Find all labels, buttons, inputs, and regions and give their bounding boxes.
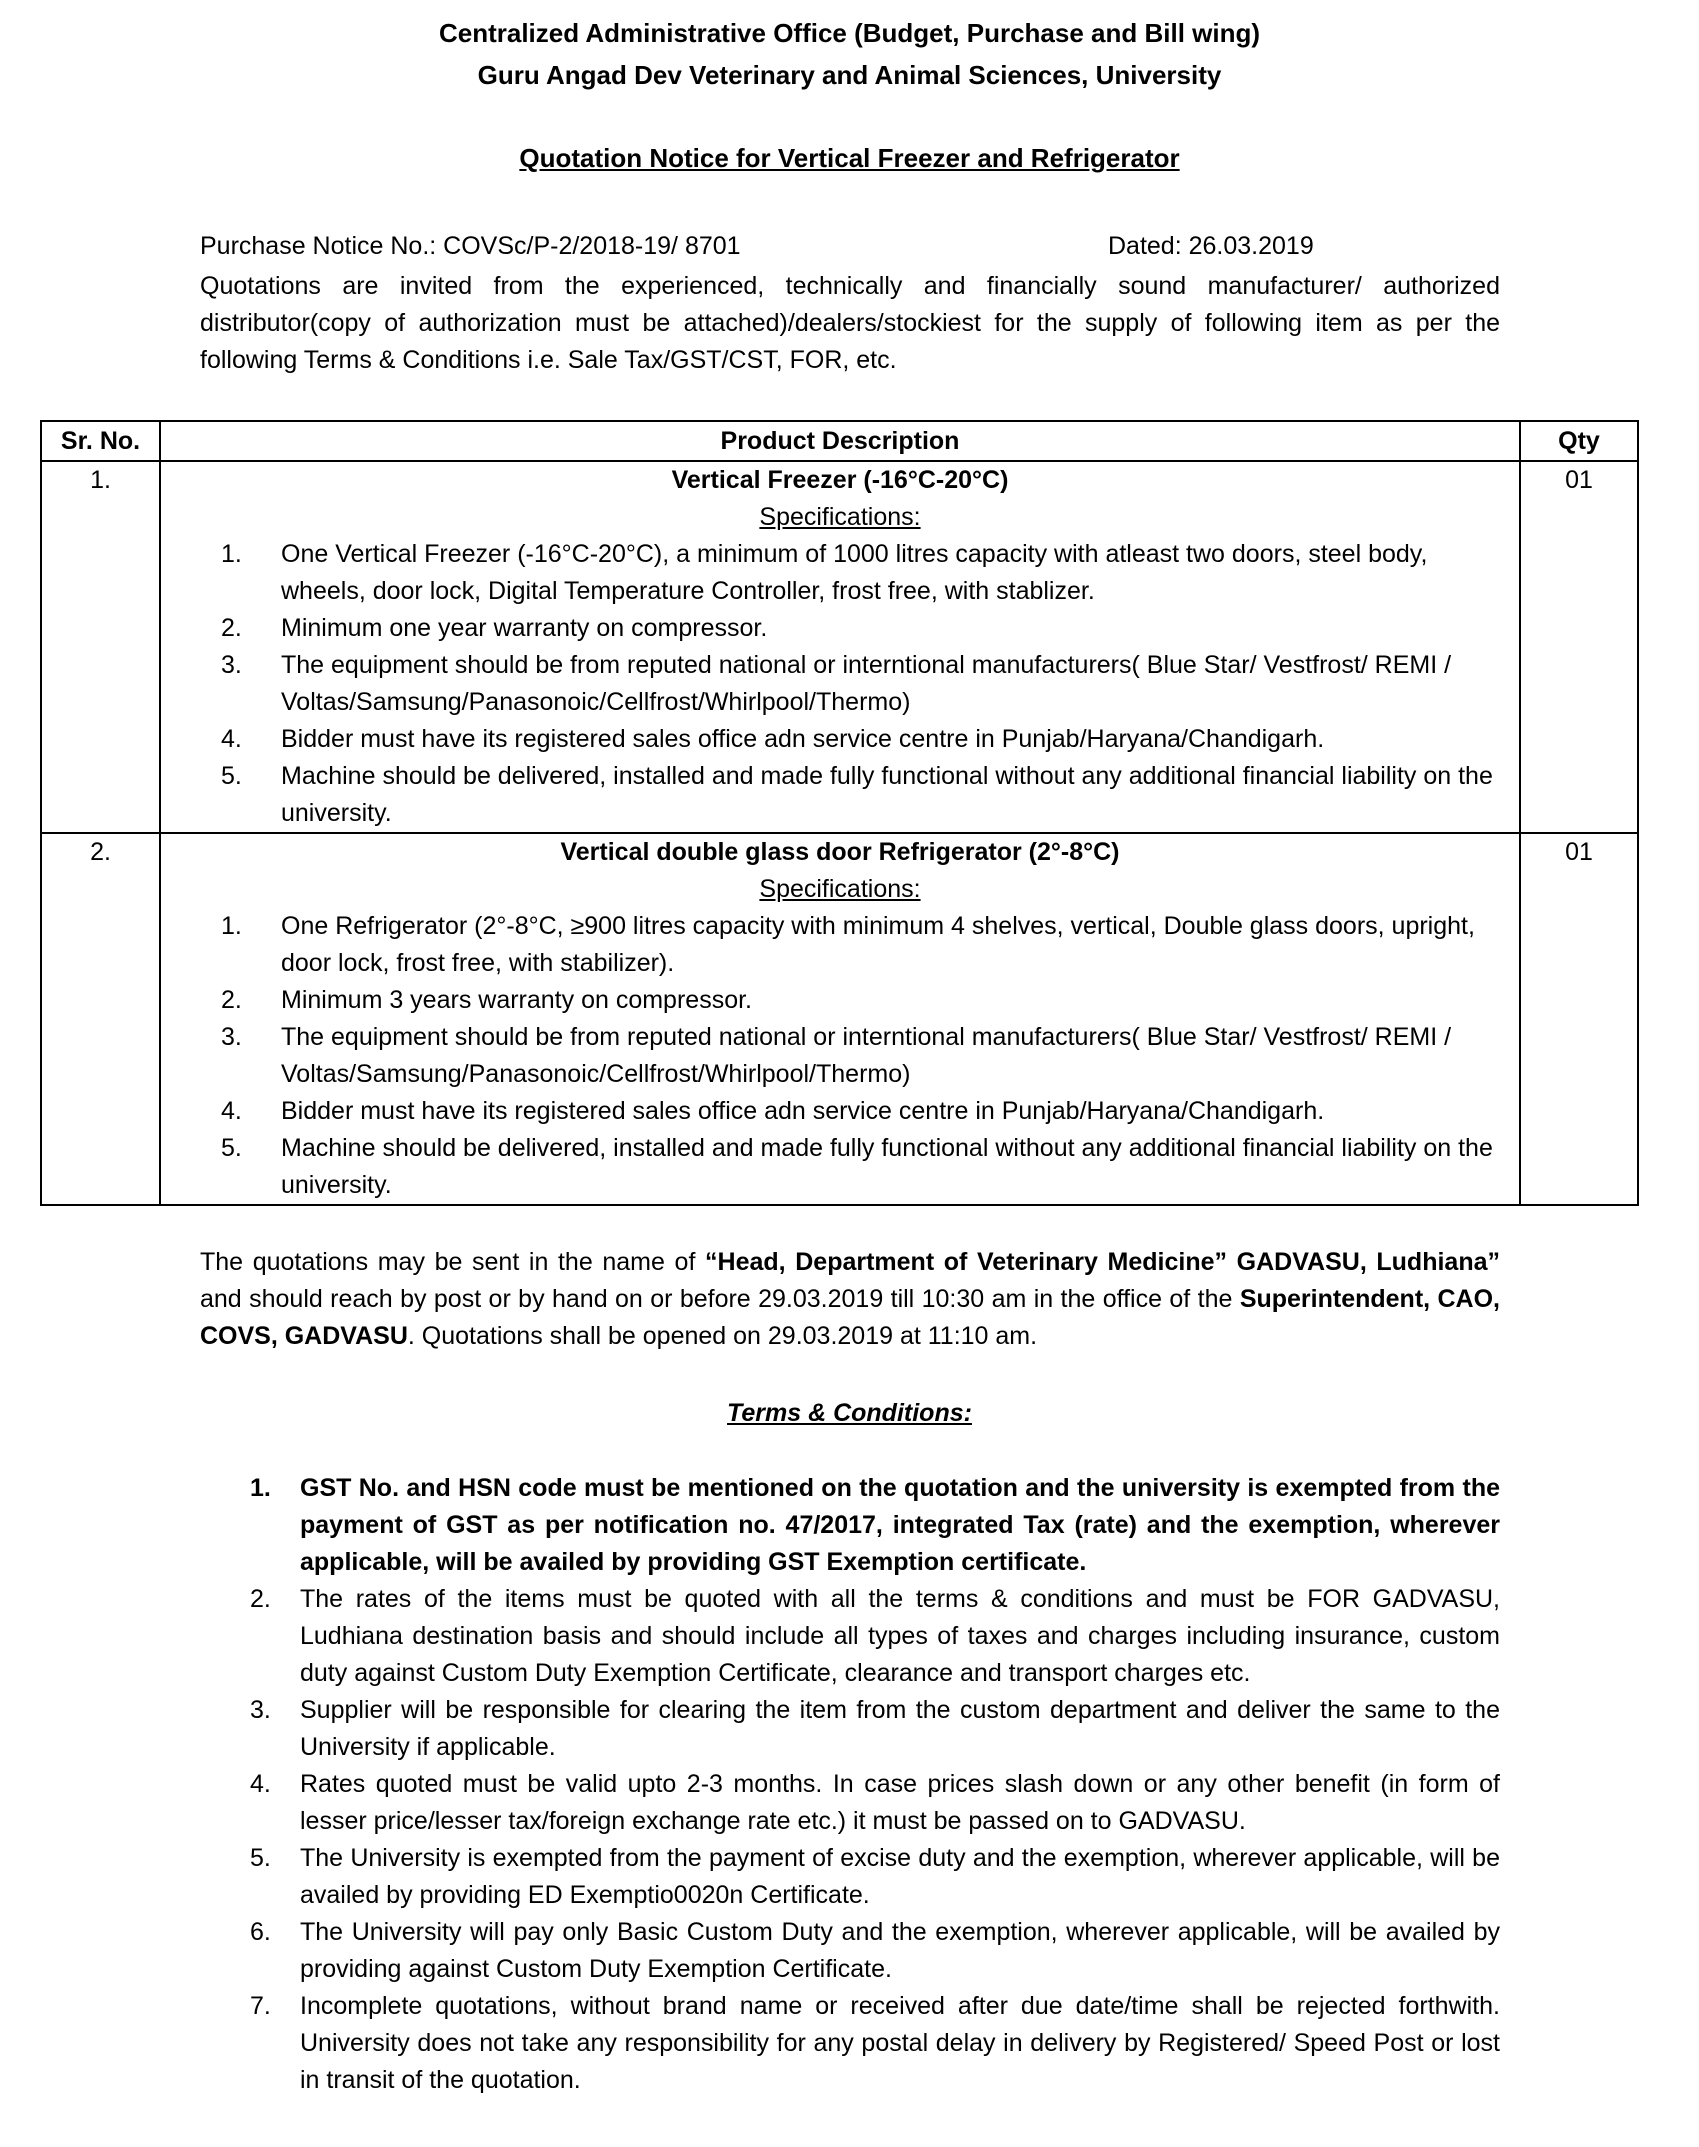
spec-text: Bidder must have its registered sales office adn service centre in Punjab/Haryana/Chandigarh.: [281, 725, 1325, 753]
specifications-heading: Specifications:: [759, 503, 921, 531]
spec-item: [161, 1093, 1519, 1130]
term-text: The University is exempted from the payment of excise duty and the exemption, wherever applicable, will be availed by providing ED Exemptio0020n Certificate.: [300, 1844, 1500, 1909]
term-number: 4.: [250, 1770, 271, 1798]
term-item: [200, 1581, 1500, 1692]
spec-item: [161, 1130, 1519, 1204]
spec-number: 4.: [221, 1097, 242, 1125]
row-sr-no: 1.: [41, 461, 160, 833]
table-row: [41, 833, 1638, 1205]
items-table: [40, 420, 1639, 1206]
spec-number: 1.: [221, 912, 242, 940]
submission-paragraph: [200, 1244, 1500, 1355]
term-text: The rates of the items must be quoted with all the terms & conditions and must be FOR GADVASU, Ludhiana destination basis and should include all types of taxes and charges including insurance, custom duty against Custom Duty Exemption Certificate, clearance and transport charges etc.: [300, 1585, 1500, 1687]
term-text: Rates quoted must be valid upto 2-3 months. In case prices slash down or any other benefit (in form of lesser price/lesser tax/foreign exchange rate etc.) it must be passed on to GADVASU.: [300, 1770, 1500, 1835]
spec-number: 2.: [221, 986, 242, 1014]
term-number: 5.: [250, 1844, 271, 1872]
submission-text: The quotations may be sent in the name of: [200, 1248, 706, 1276]
spec-text: Minimum one year warranty on compressor.: [281, 614, 768, 642]
term-number: 3.: [250, 1696, 271, 1724]
spec-text: Bidder must have its registered sales office adn service centre in Punjab/Haryana/Chandigarh.: [281, 1097, 1325, 1125]
university-name: Guru Angad Dev Veterinary and Animal Sciences, University: [477, 60, 1222, 90]
spec-text: One Refrigerator (2°-8°C, ≥900 litres capacity with minimum 4 shelves, vertical, Double glass doors, upright, door lock, frost free, with stabilizer).: [281, 912, 1475, 977]
term-text: Incomplete quotations, without brand name or received after due date/time shall be rejected forthwith. University does not take any responsibility for any postal delay in delivery by Registered/ Speed Post or lost in transit of the quotation.: [300, 1992, 1500, 2094]
spec-number: 3.: [221, 1023, 242, 1051]
notice-title: Quotation Notice for Vertical Freezer and Refrigerator: [519, 143, 1180, 173]
spec-item: [161, 647, 1519, 721]
office-addressee: Superintendent, CAO, COVS, GADVASU: [200, 1285, 1500, 1350]
term-number: 1.: [250, 1474, 271, 1502]
spec-item: [161, 536, 1519, 610]
row-qty: 01: [1520, 833, 1638, 1205]
row-description: [160, 833, 1520, 1205]
notice-date: Dated: 26.03.2019: [1108, 232, 1314, 260]
table-header-row: [41, 421, 1638, 461]
spec-text: Machine should be delivered, installed and made fully functional without any additional financial liability on the university.: [281, 1134, 1493, 1199]
spec-number: 1.: [221, 540, 242, 568]
spec-text: Minimum 3 years warranty on compressor.: [281, 986, 752, 1014]
term-number: 6.: [250, 1918, 271, 1946]
header-qty: Qty: [1520, 421, 1638, 461]
spec-item: [161, 908, 1519, 982]
row-sr-no: 2.: [41, 833, 160, 1205]
intro-paragraph: Quotations are invited from the experienced, technically and financially sound manufacturer/ authorized distributor(copy of authorization must be attached)/dealers/stockiest for the supply of following item as per the following Terms & Conditions i.e. Sale Tax/GST/CST, FOR, etc.: [200, 272, 1500, 374]
term-item: [200, 1914, 1500, 1988]
term-text: Supplier will be responsible for clearing the item from the custom department and deliver the same to the University if applicable.: [300, 1696, 1500, 1761]
spec-text: Machine should be delivered, installed and made fully functional without any additional financial liability on the university.: [281, 762, 1493, 827]
spec-item: [161, 982, 1519, 1019]
spec-number: 3.: [221, 651, 242, 679]
term-item: [200, 1470, 1500, 1581]
term-item: [200, 1840, 1500, 1914]
spec-number: 2.: [221, 614, 242, 642]
row-description: [160, 461, 1520, 833]
notice-line: [200, 228, 1500, 265]
terms-list: [200, 1470, 1500, 2099]
spec-item: [161, 1019, 1519, 1093]
spec-item: [161, 610, 1519, 647]
spec-number: 4.: [221, 725, 242, 753]
term-item: [200, 1988, 1500, 2099]
header-sr-no: Sr. No.: [41, 421, 160, 461]
header-product-description: Product Description: [160, 421, 1520, 461]
document-header: [0, 12, 1699, 96]
term-number: 7.: [250, 1992, 271, 2020]
spec-item: [161, 758, 1519, 832]
specifications-list: [161, 908, 1519, 1204]
spec-number: 5.: [221, 1134, 242, 1162]
spec-number: 5.: [221, 762, 242, 790]
item-title: Vertical double glass door Refrigerator (2°-8°C): [560, 838, 1120, 866]
office-name: Centralized Administrative Office (Budget, Purchase and Bill wing): [438, 18, 1261, 48]
submission-text: and should reach by post or by hand on or before 29.03.2019 till 10:30 am in the office of the: [200, 1285, 1240, 1313]
spec-text: The equipment should be from reputed national or interntional manufacturers( Blue Star/ Vestfrost/ REMI / Voltas/Samsung/Panasonoic/Cellfrost/Whirlpool/Thermo): [281, 1023, 1452, 1088]
term-text: GST No. and HSN code must be mentioned on the quotation and the university is exempted from the payment of GST as per notification no. 47/2017, integrated Tax (rate) and the exemption, wherever applicable, will be availed by providing GST Exemption certificate.: [300, 1474, 1500, 1576]
specifications-heading: Specifications:: [759, 875, 921, 903]
term-text: The University will pay only Basic Custom Duty and the exemption, wherever applicable, will be availed by providing against Custom Duty Exemption Certificate.: [300, 1918, 1500, 1983]
item-title: Vertical Freezer (-16°C-20°C): [671, 466, 1009, 494]
spec-item: [161, 721, 1519, 758]
notice-number: Purchase Notice No.: COVSc/P-2/2018-19/ 8701: [200, 232, 741, 260]
term-item: [200, 1692, 1500, 1766]
terms-heading: Terms & Conditions:: [727, 1399, 972, 1427]
addressee: “Head, Department of Veterinary Medicine” GADVASU, Ludhiana”: [705, 1248, 1501, 1276]
table-row: [41, 461, 1638, 833]
term-item: [200, 1766, 1500, 1840]
term-number: 2.: [250, 1585, 271, 1613]
row-qty: 01: [1520, 461, 1638, 833]
submission-text: . Quotations shall be opened on 29.03.2019 at 11:10 am.: [407, 1322, 1038, 1350]
spec-text: The equipment should be from reputed national or interntional manufacturers( Blue Star/ Vestfrost/ REMI / Voltas/Samsung/Panasonoic/Cellfrost/Whirlpool/Thermo): [281, 651, 1452, 716]
spec-text: One Vertical Freezer (-16°C-20°C), a minimum of 1000 litres capacity with atleast two doors, steel body, wheels, door lock, Digital Temperature Controller, frost free, with stablizer.: [281, 540, 1428, 605]
specifications-list: [161, 536, 1519, 832]
